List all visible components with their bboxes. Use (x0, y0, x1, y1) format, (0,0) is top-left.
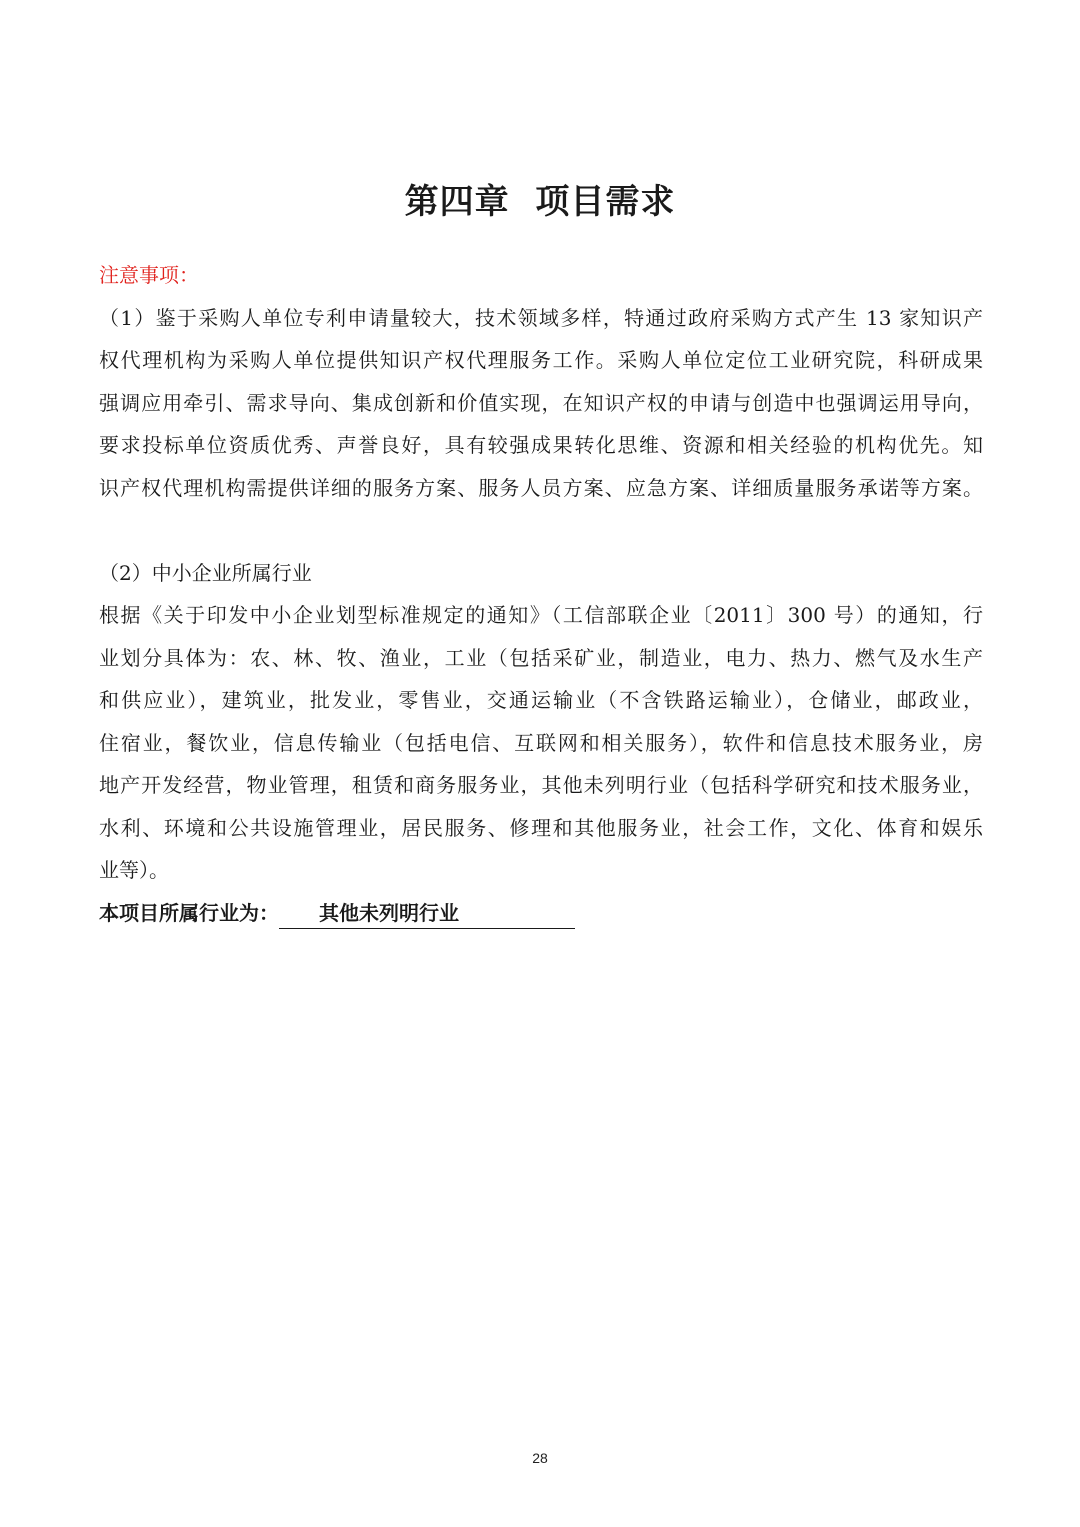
section2-line: 根据《关于印发中小企业划型标准规定的通知》（工信部联企业〔2011〕300 号）的通知，行 (99, 603, 983, 627)
section2-line: 业等）。 (99, 858, 169, 882)
industry-label: 本项目所属行业为： (99, 900, 279, 925)
section2-paragraph (99, 594, 983, 892)
page-number: 28 (532, 1450, 548, 1466)
notice-heading: 注意事项： (99, 263, 199, 287)
industry-value: 其他未列明行业 (279, 898, 575, 929)
section1-line: 强调应用牵引、需求导向、集成创新和价值实现，在知识产权的申请与创造中也强调运用导向， (99, 390, 983, 415)
section2-line: 业划分具体为：农、林、牧、渔业，工业（包括采矿业，制造业，电力、热力、燃气及水生产 (99, 645, 983, 670)
document-body (99, 254, 983, 934)
section1-paragraph (99, 297, 983, 510)
section2-line: 水利、环境和公共设施管理业，居民服务、修理和其他服务业，社会工作，文化、体育和娱乐 (99, 815, 983, 840)
section2-heading: （2）中小企业所属行业 (99, 560, 312, 585)
section2-line: 和供应业），建筑业，批发业，零售业，交通运输业（不含铁路运输业），仓储业，邮政业， (99, 688, 983, 712)
section2-line: 地产开发经营，物业管理，租赁和商务服务业，其他未列明行业（包括科学研究和技术服务业， (99, 773, 983, 797)
industry-row (99, 892, 983, 935)
paragraph-spacer (99, 509, 983, 552)
section1-line: 要求投标单位资质优秀、声誉良好，具有较强成果转化思维、资源和相关经验的机构优先。知 (99, 433, 983, 457)
chapter-title: 第四章 项目需求 (404, 182, 676, 222)
section1-line: 权代理机构为采购人单位提供知识产权代理服务工作。采购人单位定位工业研究院，科研成果 (99, 348, 983, 372)
section2-line: 住宿业，餐饮业，信息传输业（包括电信、互联网和相关服务），软件和信息技术服务业，房 (99, 730, 983, 755)
section1-line: 识产权代理机构需提供详细的服务方案、服务人员方案、应急方案、详细质量服务承诺等方案。 (99, 475, 983, 500)
section1-line: （1）鉴于采购人单位专利申请量较大，技术领域多样，特通过政府采购方式产生 13 家知识产 (99, 305, 983, 330)
